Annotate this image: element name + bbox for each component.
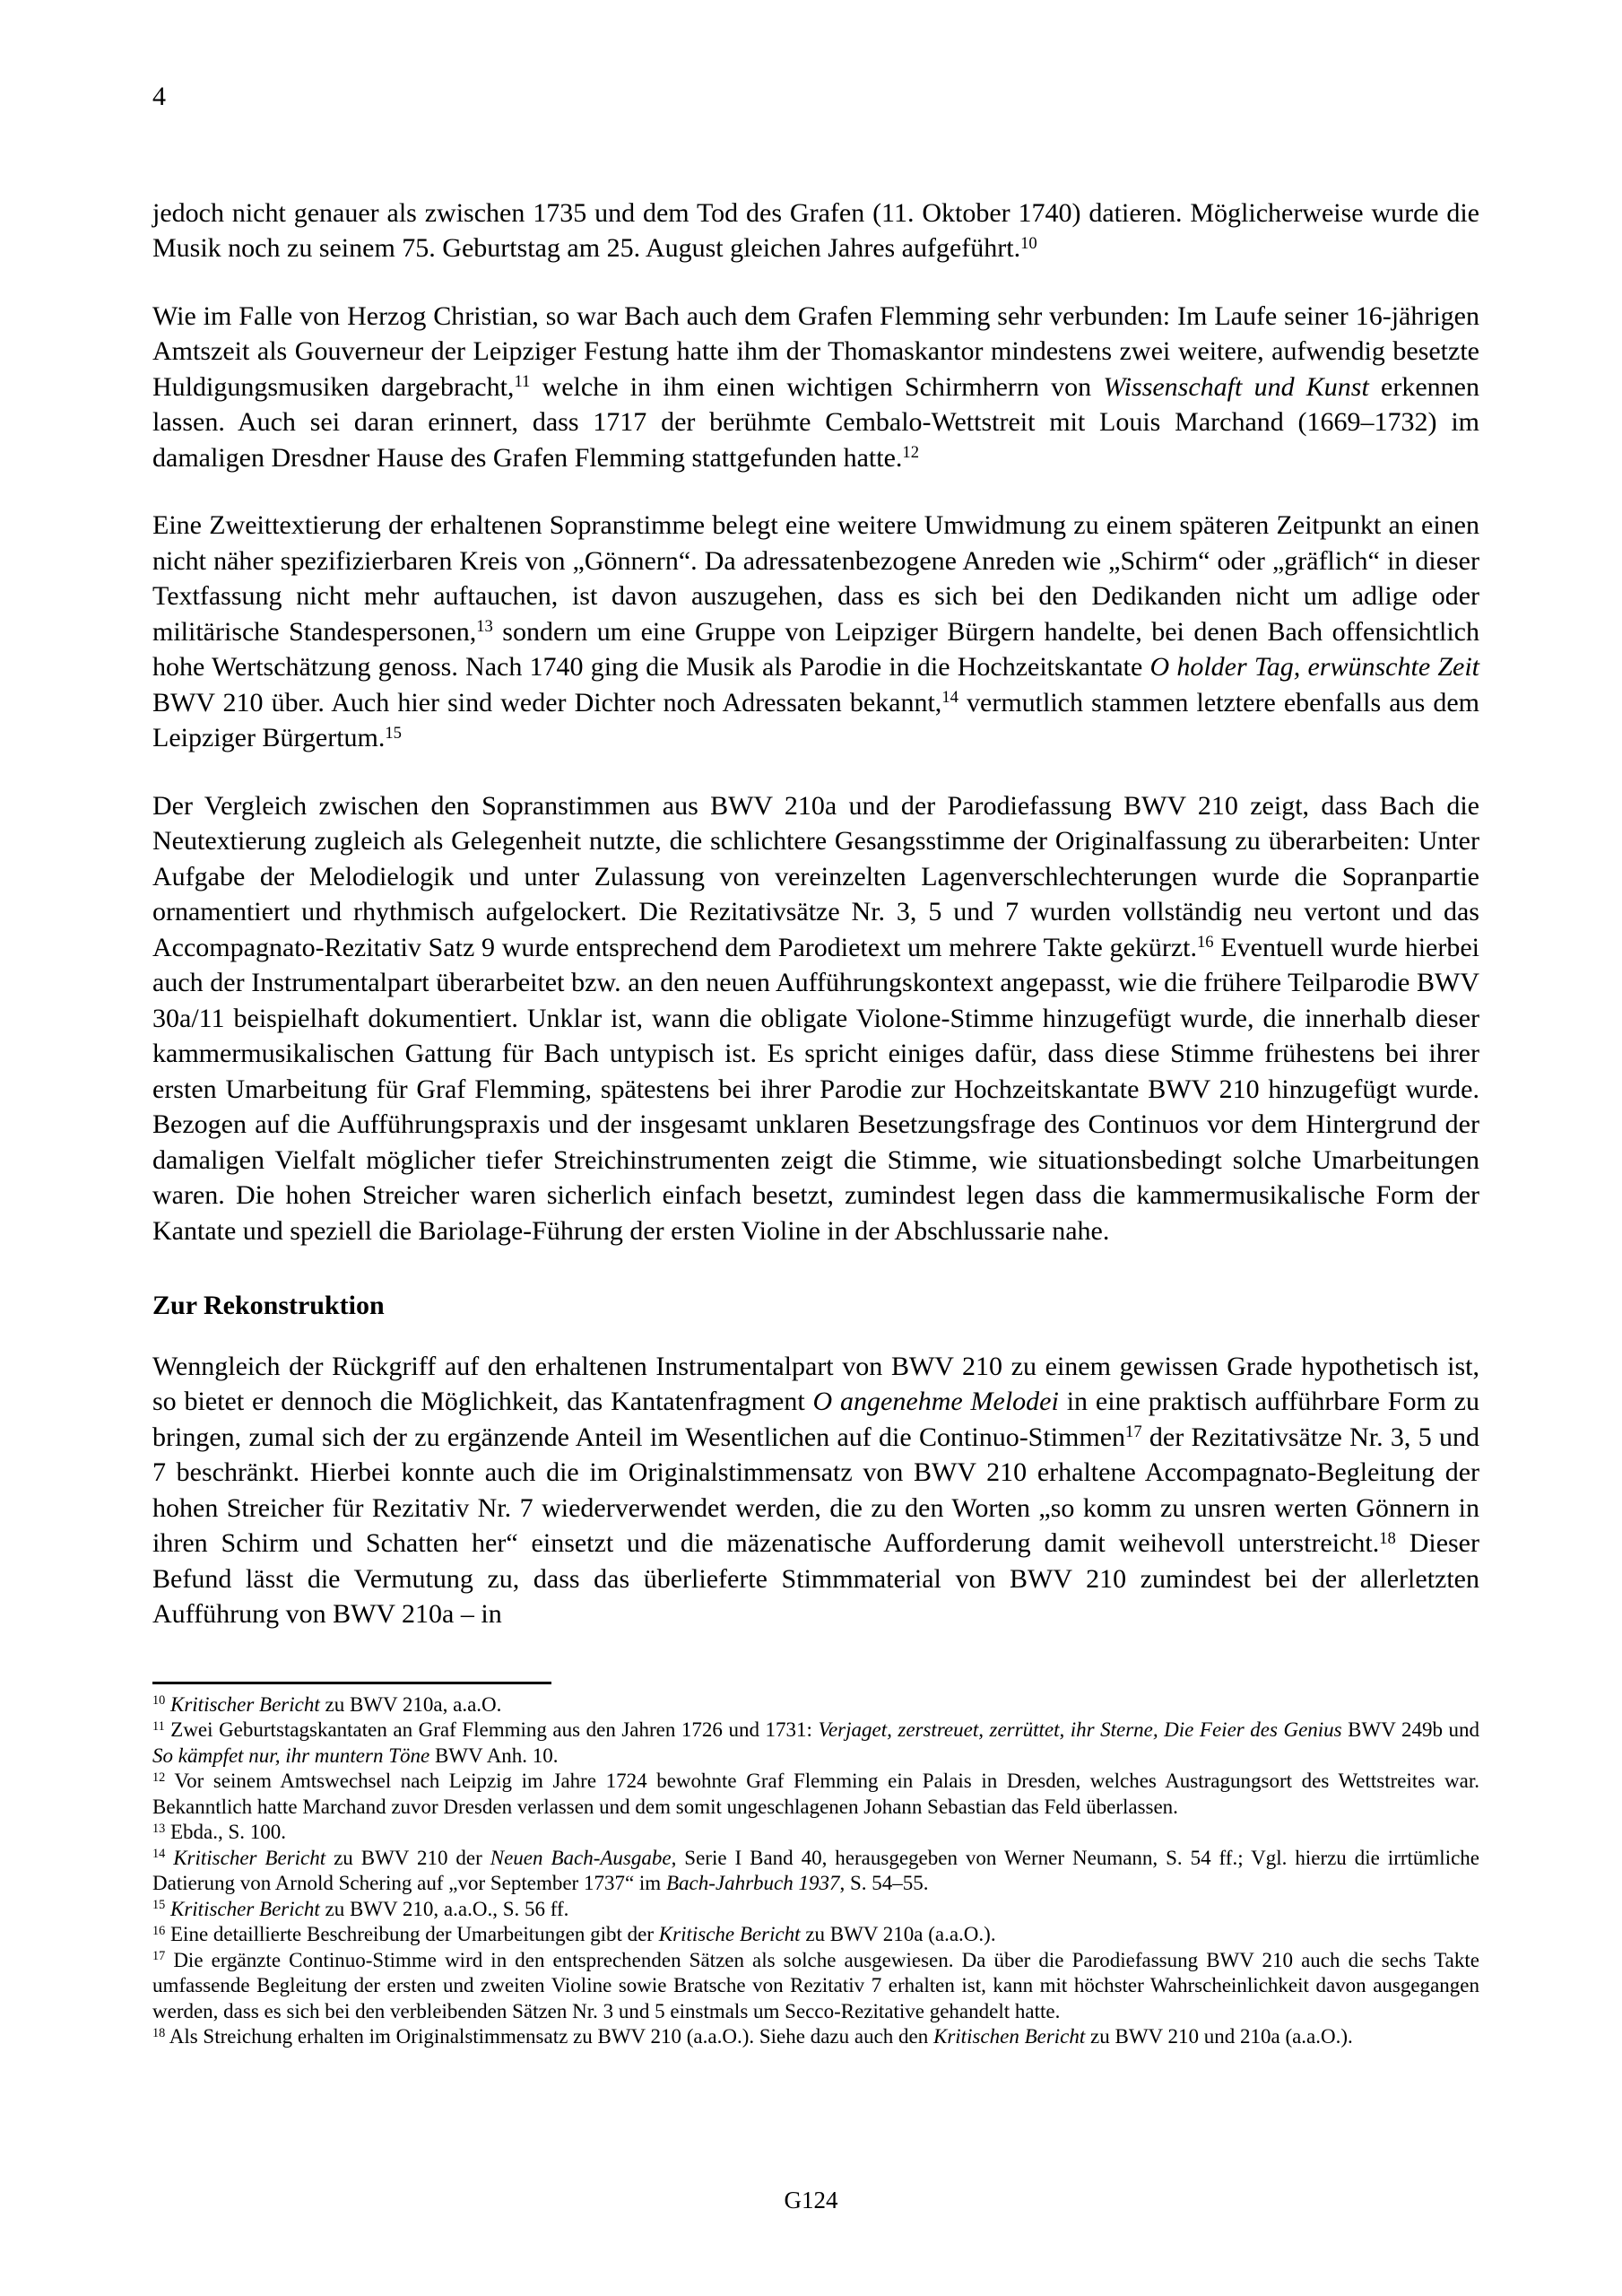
italic-run: Neuen Bach-Ausgabe xyxy=(490,1846,672,1869)
italic-run: Kritische Bericht xyxy=(658,1923,801,1945)
footnote-ref: 11 xyxy=(152,1718,165,1734)
footnote-ref: 16 xyxy=(1197,933,1214,952)
footnote-18 xyxy=(152,2024,1479,2050)
text-run: Vor seinem Amtswechsel nach Leipzig im Jahre 1724 bewohnte Graf Flemming ein Palais in Dresden, welches Austragungsort des Wettstreites war. Bekanntlich hatte Marchand zuvor Dresden verlassen und dem somit ungeschlagenen Johann Sebastian das Feld überlassen. xyxy=(152,1770,1479,1818)
text-run: sondern um eine Gruppe von Leipziger Bürgern handelte, bei denen Bach offensichtlich hohe Wertschätzung genoss. Nach 1740 ging die Musik als Parodie in die Hochzeitskantate xyxy=(152,616,1479,682)
text-run: Die ergänzte Continuo-Stimme wird in den entsprechenden Sätzen als solche ausgewiesen. Da über die Parodiefassung BWV 210 auch die sechs Takte umfassende Begleitung der ersten und zweiten Violine sowie Bratsche von Rezitativ 7 erhalten ist, kann mit höchster Wahrscheinlichkeit davon ausgegangen werden, dass es sich bei den verbleibenden Sätzen Nr. 3 und 5 einstmals um Secco-Rezitative gehandelt hatte. xyxy=(152,1948,1479,2022)
text-run: Eine Zweittextierung der erhaltenen Sopranstimme belegt eine weitere Umwidmung zu einem späteren Zeitpunkt an einen nicht näher spezifizierbaren Kreis von „Gönnern“. Da adressatenbezogene Anreden wie „Schirm“ oder „gräflich“ in dieser Textfassung nicht mehr auftauchen, ist davon auszugehen, dass es sich bei den Dedikanden nicht um adlige oder militärische Standespersonen, xyxy=(152,510,1479,647)
footnote-ref: 14 xyxy=(152,1847,166,1862)
text-run: Wie im Falle von Herzog Christian, so war Bach auch dem Grafen Flemming sehr verbunden: Im Laufe seiner 16-jährigen Amtszeit als Gouverneur der Leipziger Festung hatte ihm der Thomaskantor mindestens zwei weitere, aufwendig besetzte Huldigungsmusiken dargebracht, xyxy=(152,300,1479,402)
text-run: , Serie I Band 40, herausgegeben von Werner Neumann, S. 54 ff.; Vgl. hierzu die irrtümliche Datierung von Arnold Schering auf „vor September 1737“ im xyxy=(152,1846,1479,1894)
italic-run: Kritischer Bericht xyxy=(170,1897,320,1920)
footnote-ref: 18 xyxy=(1379,1528,1396,1548)
footnote-16 xyxy=(152,1922,1479,1948)
text-run: der Rezitativsätze Nr. 3, 5 und 7 beschränkt. Hierbei konnte auch die im Originalstimmensatz von BWV 210 erhaltene Accompagnato-Begleitung der hohen Streicher für Rezitativ Nr. 7 wiederverwendet werden, die zu den Worten „so komm zu unsren werten Gönnern in ihren Schirm und Schatten her“ einsetzt und die mäzenatische Aufforderung damit weihevoll unterstreicht. xyxy=(152,1422,1479,1558)
text-run: in eine praktisch aufführbare Form zu bringen, zumal sich der zu ergänzende Anteil im Wesentlichen auf die Continuo-Stimmen xyxy=(152,1387,1479,1452)
footnote-ref: 16 xyxy=(152,1923,166,1938)
footnote-ref: 13 xyxy=(476,617,493,637)
text-run: vermutlich stammen letztere ebenfalls aus dem Leipziger Bürgertum. xyxy=(152,687,1480,752)
text-run: BWV Anh. 10. xyxy=(429,1744,559,1767)
footnote-15 xyxy=(152,1897,1479,1923)
section-heading: Zur Rekonstruktion xyxy=(152,1291,385,1320)
body-text xyxy=(152,196,1479,1632)
paragraph-dating xyxy=(152,196,1479,266)
footnote-ref: 18 xyxy=(152,2025,166,2040)
italic-run: O holder Tag, erwünschte Zeit xyxy=(1149,652,1479,682)
text-run: jedoch nicht genauer als zwischen 1735 und dem Tod des Grafen (11. Oktober 1740) datieren. Möglicherweise wurde die Musik noch zu seinem 75. Geburtstag am 25. August gleichen Jahres aufgeführt. xyxy=(152,197,1479,263)
text-run: Der Vergleich zwischen den Sopranstimmen aus BWV 210a und der Parodiefassung BWV 210 zeigt, dass Bach die Neutextierung zugleich als Gelegenheit nutzte, die schlichtere Gesangsstimme der Originalfassung zu überarbeiten: Unter Aufgabe der Melodielogik und unter Zulassung von vereinzelten Lagenverschlechterungen wurde die Sopranpartie ornamentiert und rhythmisch aufgelockert. Die Rezitativsätze Nr. 3, 5 und 7 wurden vollständig neu vertont und das Accompagnato-Rezitativ Satz 9 wurde entsprechend dem Parodietext um mehrere Takte gekürzt. xyxy=(152,790,1479,962)
footnote-17 xyxy=(152,1948,1479,2025)
text-run: zu BWV 210a (a.a.O.). xyxy=(800,1923,996,1945)
footnote-ref: 12 xyxy=(902,443,919,463)
text-run: Zwei Geburtstagskantaten an Graf Flemming aus den Jahren 1726 und 1731: xyxy=(164,1718,819,1741)
paragraph-zweittextierung xyxy=(152,508,1479,756)
footnote-ref: 17 xyxy=(152,1949,166,1964)
text-run: zu BWV 210, a.a.O., S. 56 ff. xyxy=(319,1897,569,1920)
footnote-ref: 10 xyxy=(152,1693,166,1709)
italic-run: Kritischen Bericht xyxy=(933,2025,1086,2048)
text-run xyxy=(165,1847,173,1869)
italic-run: So kämpfet nur, ihr muntern Töne xyxy=(152,1744,430,1767)
italic-run: Wissenschaft und Kunst xyxy=(1103,371,1369,402)
text-run: Wenngleich der Rückgriff auf den erhaltenen Instrumentalpart von BWV 210 zu einem gewissen Grade hypothetisch ist, so bietet er dennoch die Möglichkeit, das Kantatenfragment xyxy=(152,1351,1479,1416)
footnote-14 xyxy=(152,1846,1479,1897)
text-run: BWV 249b und xyxy=(1341,1718,1480,1741)
footnote-ref: 10 xyxy=(1020,233,1037,253)
text-run: , S. 54–55. xyxy=(839,1872,929,1894)
text-run: BWV 210 über. Auch hier sind weder Dichter noch Adressaten bekannt, xyxy=(152,687,942,718)
paragraph-vergleich xyxy=(152,788,1479,1249)
italic-run: Bach-Jahrbuch 1937 xyxy=(665,1872,840,1894)
footnote-ref: 11 xyxy=(514,372,531,392)
footnote-ref: 17 xyxy=(1125,1422,1142,1442)
text-run: Eventuell wurde hierbei auch der Instrumentalpart überarbeitet bzw. an den neuen Aufführungskontext angepasst, wie die frühere Teilparodie BWV 30a/11 beispielhaft dokumentiert. Unklar ist, wann die obligate Violone-Stimme hinzugefügt wurde, die innerhalb dieser kammermusikalischen Gattung für Bach untypisch ist. Es spricht einiges dafür, dass diese Stimme frühestens bei ihrer ersten Umarbeitung für Graf Flemming, spätestens bei ihrer Parodie zur Hochzeitskantate BWV 210 hinzugefügt wurde. Bezogen auf die Aufführungspraxis und der insgesamt unklaren Besetzungsfrage des Continuos vor dem Hintergrund der damaligen Vielfalt möglicher tiefer Streichinstrumenten zeigt die Stimme, wie situationsbedingt solche Umarbeitungen waren. Die hohen Streicher waren sicherlich einfach besetzt, zumindest legen dass die kammermusikalische Form der Kantate und speziell die Bariolage-Führung der ersten Violine in der Abschlussarie nahe. xyxy=(152,932,1479,1246)
text-run: Eine detaillierte Beschreibung der Umarbeitungen gibt der xyxy=(165,1923,659,1945)
page-footer: G124 xyxy=(784,2187,838,2213)
text-run: zu BWV 210 der xyxy=(325,1846,490,1869)
footnote-10 xyxy=(152,1692,1479,1718)
footnote-12 xyxy=(152,1769,1479,1820)
footnote-13 xyxy=(152,1820,1479,1846)
footnote-ref: 15 xyxy=(385,723,402,743)
text-run: Ebda., S. 100. xyxy=(165,1821,287,1843)
footnote-ref: 13 xyxy=(152,1821,166,1836)
italic-run: Verjaget, zerstreuet, zerrüttet, ihr Sterne, Die Feier des Genius xyxy=(818,1718,1342,1741)
italic-run: O angenehme Melodei xyxy=(812,1387,1059,1416)
italic-run: Kritischer Bericht xyxy=(170,1692,320,1716)
footnote-ref: 15 xyxy=(152,1898,166,1913)
paragraph-rekonstruktion xyxy=(152,1349,1479,1632)
footnote-ref: 12 xyxy=(152,1770,166,1785)
italic-run: Kritischer Bericht xyxy=(173,1846,326,1869)
footnotes-section xyxy=(152,1692,1479,2050)
text-run: erkennen lassen. Auch sei daran erinnert, dass 1717 der berühmte Cembalo-Wettstreit mit Louis Marchand (1669–1732) im damaligen Dresdner Hause des Grafen Flemming stattgefunden hatte. xyxy=(152,371,1479,473)
footnote-separator xyxy=(152,1682,551,1684)
footnote-11 xyxy=(152,1718,1479,1769)
text-run: Dieser Befund lässt die Vermutung zu, dass das überlieferte Stimmmaterial von BWV 210 zumindest bei der allerletzten Aufführung von BWV 210a – in xyxy=(152,1528,1479,1629)
paragraph-flemming xyxy=(152,299,1479,476)
text-run: Als Streichung erhalten im Originalstimmensatz zu BWV 210 (a.a.O.). Siehe dazu auch den xyxy=(165,2025,933,2048)
footnote-ref: 14 xyxy=(941,688,958,708)
text-run: welche in ihm einen wichtigen Schirmherrn von xyxy=(530,371,1104,402)
page-number: 4 xyxy=(152,82,166,111)
text-run: zu BWV 210a, a.a.O. xyxy=(319,1692,502,1716)
text-run: zu BWV 210 und 210a (a.a.O.). xyxy=(1085,2025,1353,2048)
